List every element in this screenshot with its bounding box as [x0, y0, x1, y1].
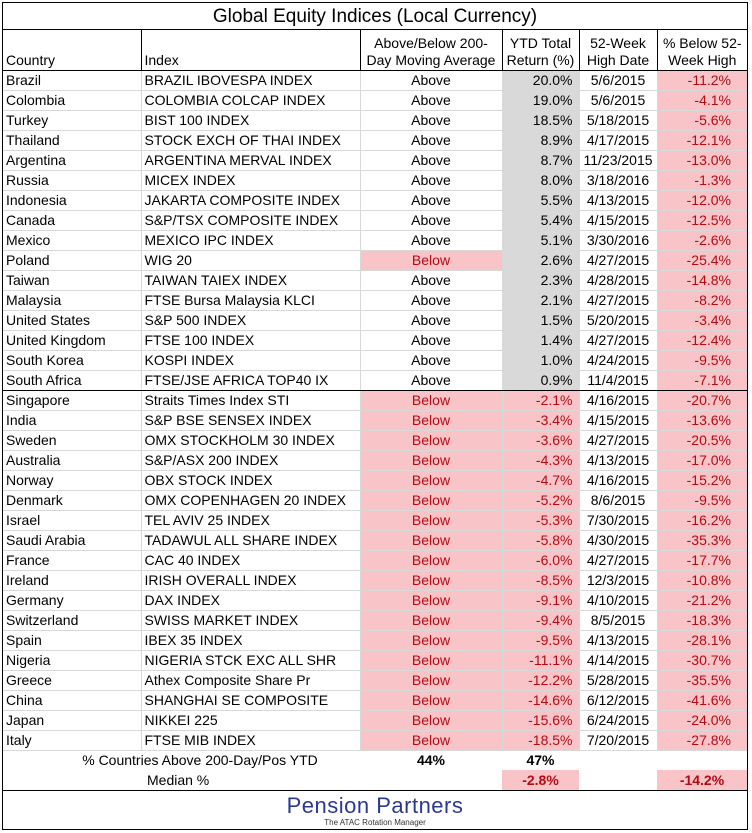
- country-cell: Colombia: [3, 90, 141, 110]
- ma-status-cell: Below: [360, 730, 502, 750]
- pct-below-high-cell: -9.5%: [657, 350, 747, 370]
- page-title: Global Equity Indices (Local Currency): [3, 3, 747, 30]
- high-date-cell: 8/5/2015: [579, 610, 657, 630]
- high-date-cell: 4/30/2015: [579, 530, 657, 550]
- high-date-cell: 4/13/2015: [579, 190, 657, 210]
- pct-below-high-cell: -16.2%: [657, 510, 747, 530]
- table-row: [3, 290, 747, 310]
- pct-below-high-cell: -7.1%: [657, 370, 747, 390]
- high-date-cell: 4/28/2015: [579, 270, 657, 290]
- table-row: [3, 510, 747, 530]
- index-cell: S&P BSE SENSEX INDEX: [141, 410, 360, 430]
- table-row: [3, 330, 747, 350]
- pct-below-high-cell: -21.2%: [657, 590, 747, 610]
- table-body: [3, 70, 747, 750]
- ma-status-cell: Above: [360, 130, 502, 150]
- index-cell: S&P/ASX 200 INDEX: [141, 450, 360, 470]
- ytd-return-cell: -9.4%: [502, 610, 579, 630]
- country-cell: Italy: [3, 730, 141, 750]
- table-row: [3, 450, 747, 470]
- summary-pct-above: 44%: [416, 751, 446, 768]
- high-date-cell: 11/23/2015: [579, 150, 657, 170]
- summary-pct-label: % Countries Above 200-Day/Pos YTD: [82, 751, 318, 768]
- table-row: [3, 170, 747, 190]
- ma-status-cell: Below: [360, 550, 502, 570]
- index-cell: SWISS MARKET INDEX: [141, 610, 360, 630]
- pct-below-high-cell: -9.5%: [657, 490, 747, 510]
- ma-status-cell: Below: [360, 590, 502, 610]
- high-date-cell: 4/15/2015: [579, 410, 657, 430]
- ma-status-cell: Below: [360, 390, 502, 410]
- ytd-return-cell: 8.9%: [502, 130, 579, 150]
- index-cell: WIG 20: [141, 250, 360, 270]
- pct-below-high-cell: -5.6%: [657, 110, 747, 130]
- ytd-return-cell: 5.5%: [502, 190, 579, 210]
- index-cell: KOSPI INDEX: [141, 350, 360, 370]
- ma-status-cell: Below: [360, 490, 502, 510]
- table-row: [3, 390, 747, 410]
- ytd-return-cell: -4.7%: [502, 470, 579, 490]
- table-row: [3, 630, 747, 650]
- country-cell: Thailand: [3, 130, 141, 150]
- ma-status-cell: Below: [360, 510, 502, 530]
- table-row: [3, 210, 747, 230]
- high-date-cell: 4/13/2015: [579, 630, 657, 650]
- ma-status-cell: Above: [360, 350, 502, 370]
- pct-below-high-cell: -13.0%: [657, 150, 747, 170]
- high-date-cell: 4/16/2015: [579, 390, 657, 410]
- high-date-cell: 11/4/2015: [579, 370, 657, 390]
- summary-median-row: [3, 770, 747, 790]
- table-row: [3, 410, 747, 430]
- high-date-cell: 4/10/2015: [579, 590, 657, 610]
- high-date-cell: 4/27/2015: [579, 290, 657, 310]
- ytd-return-cell: 8.0%: [502, 170, 579, 190]
- ytd-return-cell: -5.8%: [502, 530, 579, 550]
- high-date-cell: 4/17/2015: [579, 130, 657, 150]
- table-row: [3, 590, 747, 610]
- country-cell: Argentina: [3, 150, 141, 170]
- ytd-return-cell: -5.3%: [502, 510, 579, 530]
- country-cell: United States: [3, 310, 141, 330]
- table-row: [3, 150, 747, 170]
- high-date-cell: 12/3/2015: [579, 570, 657, 590]
- table-row: [3, 310, 747, 330]
- high-date-cell: 5/6/2015: [579, 90, 657, 110]
- high-date-cell: 3/18/2016: [579, 170, 657, 190]
- pct-below-high-cell: -14.8%: [657, 270, 747, 290]
- pct-below-high-cell: -4.1%: [657, 90, 747, 110]
- ytd-return-cell: -8.5%: [502, 570, 579, 590]
- country-cell: Denmark: [3, 490, 141, 510]
- high-date-cell: 4/14/2015: [579, 650, 657, 670]
- logo-tagline: The ATAC Rotation Manager: [324, 818, 426, 827]
- pct-below-high-cell: -12.0%: [657, 190, 747, 210]
- index-cell: COLOMBIA COLCAP INDEX: [141, 90, 360, 110]
- table-row: [3, 230, 747, 250]
- index-cell: S&P 500 INDEX: [141, 310, 360, 330]
- high-date-cell: 4/27/2015: [579, 430, 657, 450]
- pct-below-high-cell: -3.4%: [657, 310, 747, 330]
- pct-below-high-cell: -17.0%: [657, 450, 747, 470]
- ytd-return-cell: 1.4%: [502, 330, 579, 350]
- table-row: [3, 650, 747, 670]
- index-cell: BIST 100 INDEX: [141, 110, 360, 130]
- ytd-return-cell: -6.0%: [502, 550, 579, 570]
- header-row: [3, 30, 747, 70]
- ytd-return-cell: -9.5%: [502, 630, 579, 650]
- ytd-return-cell: 18.5%: [502, 110, 579, 130]
- ytd-return-cell: -3.4%: [502, 410, 579, 430]
- index-cell: TADAWUL ALL SHARE INDEX: [141, 530, 360, 550]
- ytd-return-cell: -12.2%: [502, 670, 579, 690]
- high-date-cell: 5/18/2015: [579, 110, 657, 130]
- ma-status-cell: Above: [360, 310, 502, 330]
- high-date-cell: 4/13/2015: [579, 450, 657, 470]
- ma-status-cell: Below: [360, 570, 502, 590]
- country-cell: South Korea: [3, 350, 141, 370]
- index-cell: DAX INDEX: [141, 590, 360, 610]
- high-date-cell: 7/30/2015: [579, 510, 657, 530]
- country-cell: Mexico: [3, 230, 141, 250]
- index-cell: Straits Times Index STI: [141, 390, 360, 410]
- country-cell: China: [3, 690, 141, 710]
- high-date-cell: 4/15/2015: [579, 210, 657, 230]
- pct-below-high-cell: -2.6%: [657, 230, 747, 250]
- pct-below-high-cell: -12.4%: [657, 330, 747, 350]
- table-row: [3, 670, 747, 690]
- high-date-cell: 6/24/2015: [579, 710, 657, 730]
- pct-below-high-cell: -17.7%: [657, 550, 747, 570]
- high-date-cell: 4/27/2015: [579, 330, 657, 350]
- pct-below-high-cell: -15.2%: [657, 470, 747, 490]
- table-row: [3, 710, 747, 730]
- pct-below-high-cell: -35.3%: [657, 530, 747, 550]
- table-row: [3, 490, 747, 510]
- summary-median-pct-below: -14.2%: [657, 770, 747, 790]
- ma-status-cell: Above: [360, 150, 502, 170]
- country-cell: Norway: [3, 470, 141, 490]
- ytd-return-cell: -18.5%: [502, 730, 579, 750]
- ytd-return-cell: -4.3%: [502, 450, 579, 470]
- pct-below-high-cell: -30.7%: [657, 650, 747, 670]
- index-cell: OMX COPENHAGEN 20 INDEX: [141, 490, 360, 510]
- ytd-return-cell: 2.3%: [502, 270, 579, 290]
- index-cell: Athex Composite Share Pr: [141, 670, 360, 690]
- index-cell: FTSE Bursa Malaysia KLCI: [141, 290, 360, 310]
- table-row: [3, 550, 747, 570]
- ma-status-cell: Below: [360, 530, 502, 550]
- country-cell: Nigeria: [3, 650, 141, 670]
- pct-below-high-cell: -28.1%: [657, 630, 747, 650]
- index-cell: TAIWAN TAIEX INDEX: [141, 270, 360, 290]
- ytd-return-cell: -15.6%: [502, 710, 579, 730]
- ma-status-cell: Below: [360, 710, 502, 730]
- logo-name: Pension Partners: [286, 793, 464, 818]
- table-row: [3, 730, 747, 750]
- pct-below-high-cell: -8.2%: [657, 290, 747, 310]
- ma-status-cell: Below: [360, 610, 502, 630]
- ytd-return-cell: -2.1%: [502, 390, 579, 410]
- pct-below-high-cell: -41.6%: [657, 690, 747, 710]
- table-row: [3, 270, 747, 290]
- high-date-cell: 4/16/2015: [579, 470, 657, 490]
- index-cell: OMX STOCKHOLM 30 INDEX: [141, 430, 360, 450]
- index-cell: IRISH OVERALL INDEX: [141, 570, 360, 590]
- high-date-cell: 6/12/2015: [579, 690, 657, 710]
- ma-status-cell: Above: [360, 210, 502, 230]
- pct-below-high-cell: -1.3%: [657, 170, 747, 190]
- country-cell: Israel: [3, 510, 141, 530]
- ytd-return-cell: -11.1%: [502, 650, 579, 670]
- ytd-return-cell: -5.2%: [502, 490, 579, 510]
- pct-below-high-cell: -27.8%: [657, 730, 747, 750]
- ma-status-cell: Above: [360, 70, 502, 90]
- table-row: [3, 690, 747, 710]
- pct-below-high-cell: -18.3%: [657, 610, 747, 630]
- index-cell: CAC 40 INDEX: [141, 550, 360, 570]
- index-cell: NIKKEI 225: [141, 710, 360, 730]
- summary-median-label: Median %: [147, 771, 210, 788]
- ytd-return-cell: 0.9%: [502, 370, 579, 390]
- high-date-cell: 7/20/2015: [579, 730, 657, 750]
- country-cell: Spain: [3, 630, 141, 650]
- index-cell: STOCK EXCH OF THAI INDEX: [141, 130, 360, 150]
- pct-below-high-cell: -25.4%: [657, 250, 747, 270]
- index-cell: NIGERIA STCK EXC ALL SHR: [141, 650, 360, 670]
- ma-status-cell: Below: [360, 690, 502, 710]
- ma-status-cell: Below: [360, 410, 502, 430]
- table-row: [3, 90, 747, 110]
- ma-status-cell: Above: [360, 190, 502, 210]
- summary-median-ytd: -2.8%: [502, 770, 579, 790]
- country-cell: South Africa: [3, 370, 141, 390]
- ma-status-cell: Above: [360, 110, 502, 130]
- country-cell: Japan: [3, 710, 141, 730]
- country-cell: France: [3, 550, 141, 570]
- table-row: [3, 530, 747, 550]
- pct-below-high-cell: -35.5%: [657, 670, 747, 690]
- country-cell: Taiwan: [3, 270, 141, 290]
- country-cell: Germany: [3, 590, 141, 610]
- country-cell: Russia: [3, 170, 141, 190]
- country-cell: Switzerland: [3, 610, 141, 630]
- high-date-cell: 5/20/2015: [579, 310, 657, 330]
- table-row: [3, 250, 747, 270]
- table-row: [3, 610, 747, 630]
- country-cell: United Kingdom: [3, 330, 141, 350]
- ma-status-cell: Above: [360, 370, 502, 390]
- ma-status-cell: Above: [360, 330, 502, 350]
- country-cell: Saudi Arabia: [3, 530, 141, 550]
- index-cell: ARGENTINA MERVAL INDEX: [141, 150, 360, 170]
- table-row: [3, 190, 747, 210]
- index-cell: IBEX 35 INDEX: [141, 630, 360, 650]
- ma-status-cell: Below: [360, 250, 502, 270]
- table-row: [3, 430, 747, 450]
- index-cell: FTSE 100 INDEX: [141, 330, 360, 350]
- table-row: [3, 350, 747, 370]
- index-cell: S&P/TSX COMPOSITE INDEX: [141, 210, 360, 230]
- high-date-cell: 4/27/2015: [579, 550, 657, 570]
- summary-body: [3, 750, 747, 790]
- high-date-cell: 5/6/2015: [579, 70, 657, 90]
- header-country: Country: [3, 30, 141, 70]
- ma-status-cell: Below: [360, 630, 502, 650]
- country-cell: Brazil: [3, 70, 141, 90]
- index-cell: JAKARTA COMPOSITE INDEX: [141, 190, 360, 210]
- table-row: [3, 110, 747, 130]
- high-date-cell: 5/28/2015: [579, 670, 657, 690]
- header-pct-below-high: % Below 52- Week High: [657, 30, 747, 70]
- ytd-return-cell: 2.1%: [502, 290, 579, 310]
- country-cell: Australia: [3, 450, 141, 470]
- ytd-return-cell: 8.7%: [502, 150, 579, 170]
- index-cell: OBX STOCK INDEX: [141, 470, 360, 490]
- country-cell: Singapore: [3, 390, 141, 410]
- ytd-return-cell: 5.1%: [502, 230, 579, 250]
- country-cell: Greece: [3, 670, 141, 690]
- ma-status-cell: Below: [360, 650, 502, 670]
- ma-status-cell: Below: [360, 670, 502, 690]
- pct-below-high-cell: -11.2%: [657, 70, 747, 90]
- high-date-cell: 4/24/2015: [579, 350, 657, 370]
- high-date-cell: 3/30/2016: [579, 230, 657, 250]
- country-cell: Sweden: [3, 430, 141, 450]
- table-row: [3, 70, 747, 90]
- country-cell: India: [3, 410, 141, 430]
- country-cell: Malaysia: [3, 290, 141, 310]
- index-cell: FTSE MIB INDEX: [141, 730, 360, 750]
- summary-pct-pos-ytd: 47%: [526, 751, 555, 768]
- high-date-cell: 4/27/2015: [579, 250, 657, 270]
- pension-partners-logo: [3, 790, 747, 829]
- pct-below-high-cell: -13.6%: [657, 410, 747, 430]
- ma-status-cell: Above: [360, 230, 502, 250]
- country-cell: Poland: [3, 250, 141, 270]
- index-cell: MEXICO IPC INDEX: [141, 230, 360, 250]
- ma-status-cell: Above: [360, 90, 502, 110]
- index-cell: SHANGHAI SE COMPOSITE: [141, 690, 360, 710]
- pct-below-high-cell: -20.7%: [657, 390, 747, 410]
- indices-table: [3, 30, 747, 790]
- pct-below-high-cell: -24.0%: [657, 710, 747, 730]
- ytd-return-cell: 2.6%: [502, 250, 579, 270]
- ytd-return-cell: -14.6%: [502, 690, 579, 710]
- ytd-return-cell: 1.5%: [502, 310, 579, 330]
- pct-below-high-cell: -12.5%: [657, 210, 747, 230]
- high-date-cell: 8/6/2015: [579, 490, 657, 510]
- ytd-return-cell: -3.6%: [502, 430, 579, 450]
- header-ytd-return: YTD Total Return (%): [502, 30, 579, 70]
- summary-pct-row: [3, 750, 747, 770]
- pct-below-high-cell: -10.8%: [657, 570, 747, 590]
- pct-below-high-cell: -12.1%: [657, 130, 747, 150]
- ma-status-cell: Below: [360, 450, 502, 470]
- index-cell: FTSE/JSE AFRICA TOP40 IX: [141, 370, 360, 390]
- ma-status-cell: Below: [360, 470, 502, 490]
- ma-status-cell: Below: [360, 430, 502, 450]
- ytd-return-cell: 1.0%: [502, 350, 579, 370]
- ytd-return-cell: 5.4%: [502, 210, 579, 230]
- country-cell: Turkey: [3, 110, 141, 130]
- index-cell: TEL AVIV 25 INDEX: [141, 510, 360, 530]
- ma-status-cell: Above: [360, 170, 502, 190]
- table-row: [3, 370, 747, 390]
- ytd-return-cell: 19.0%: [502, 90, 579, 110]
- ma-status-cell: Above: [360, 270, 502, 290]
- ytd-return-cell: 20.0%: [502, 70, 579, 90]
- header-52wk-high-date: 52-Week High Date: [579, 30, 657, 70]
- index-cell: BRAZIL IBOVESPA INDEX: [141, 70, 360, 90]
- ytd-return-cell: -9.1%: [502, 590, 579, 610]
- country-cell: Canada: [3, 210, 141, 230]
- country-cell: Ireland: [3, 570, 141, 590]
- report-sheet: [2, 2, 748, 830]
- header-index: Index: [141, 30, 360, 70]
- pct-below-high-cell: -20.5%: [657, 430, 747, 450]
- table-row: [3, 470, 747, 490]
- ma-status-cell: Above: [360, 290, 502, 310]
- table-row: [3, 570, 747, 590]
- country-cell: Indonesia: [3, 190, 141, 210]
- header-above-below: Above/Below 200- Day Moving Average: [360, 30, 502, 70]
- index-cell: MICEX INDEX: [141, 170, 360, 190]
- table-row: [3, 130, 747, 150]
